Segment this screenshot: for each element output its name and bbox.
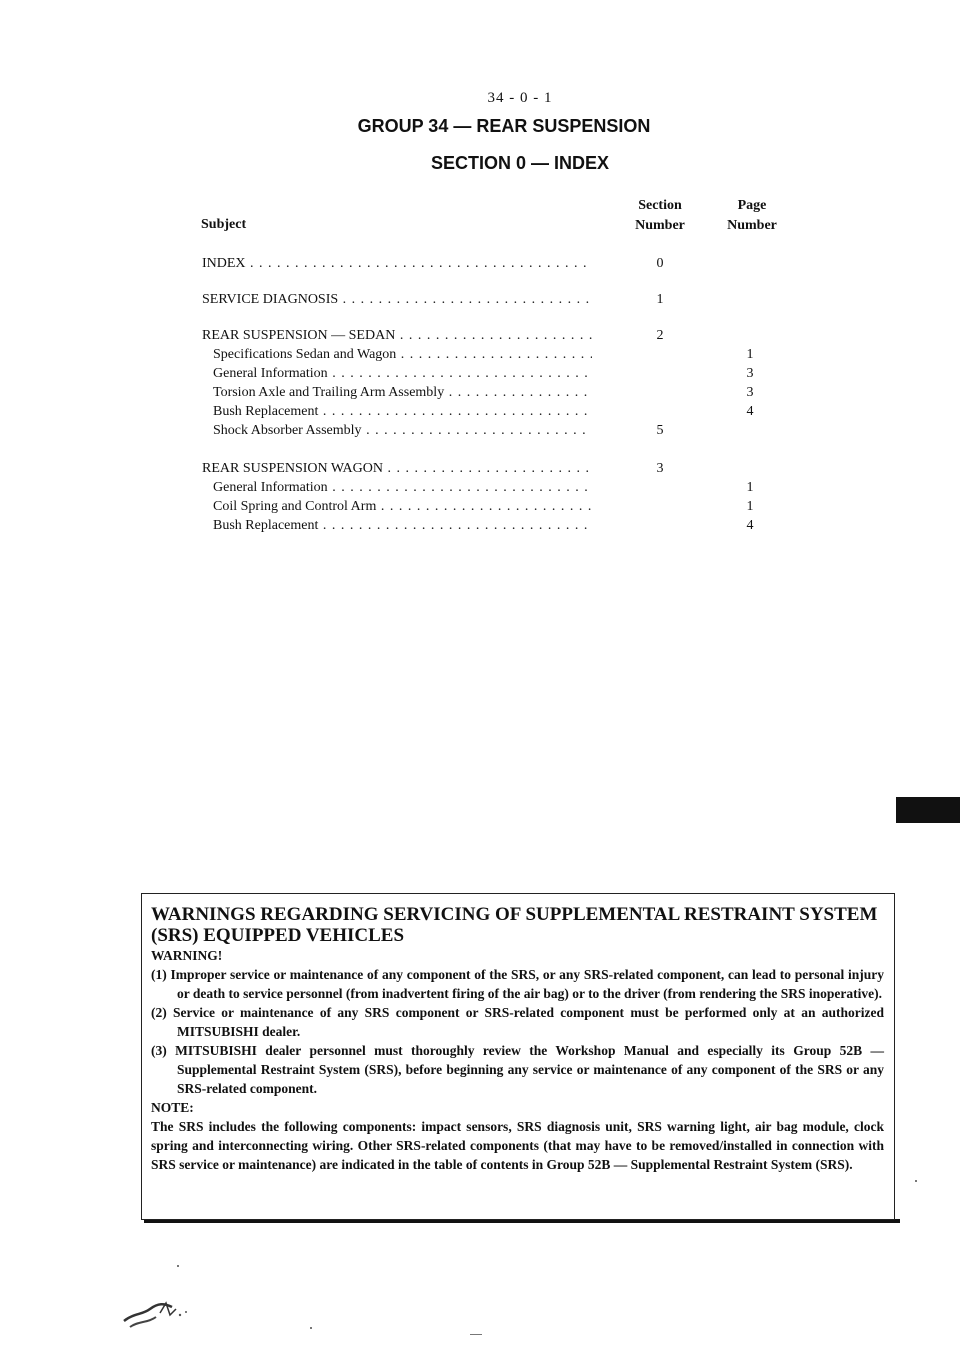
warning-label: WARNING! bbox=[151, 948, 223, 963]
warning-title: WARNINGS REGARDING SERVICING OF SUPPLEMENTAL RESTRAINT SYSTEM (SRS) EQUIPPED VEHICLES bbox=[151, 904, 878, 946]
scan-smudge bbox=[120, 1285, 200, 1335]
toc-page: 1 bbox=[746, 480, 754, 495]
toc-label: Specifications Sedan and Wagon . . . bbox=[213, 346, 592, 364]
toc-page: 3 bbox=[746, 366, 754, 381]
toc-label: Shock Absorber Assembly . . . bbox=[213, 422, 592, 440]
toc-label: Bush Replacement . . . bbox=[213, 403, 592, 421]
toc-section: 0 bbox=[656, 256, 664, 271]
toc-page: 3 bbox=[746, 385, 754, 400]
warning-item: (1) Improper service or maintenance of any component of the SRS, or any SRS-related component, can lead to personal injury or death to service personnel (from inadvertent firing of the air bag) or to the driver (from rendering the SRS inoperative). bbox=[151, 967, 884, 1001]
toc-label: Torsion Axle and Trailing Arm Assembly . . . bbox=[213, 384, 592, 402]
srs-warning-box bbox=[141, 893, 895, 1220]
toc-page: 4 bbox=[746, 404, 754, 419]
scan-speck bbox=[470, 1334, 482, 1335]
note-text: The SRS includes the following components: impact sensors, SRS diagnosis unit, SRS warning light, air bag module, clock spring and interconnecting wiring. Other SRS-related components (that may have to be removed/installed in connection with SRS service or maintenance) are indicated in the table of contents in Group 52B — Supplemental Restraint System (SRS). bbox=[151, 1119, 884, 1172]
toc-section: 1 bbox=[656, 292, 664, 307]
column-header-page-line2: Number bbox=[727, 218, 777, 233]
toc-label: INDEX . . . bbox=[202, 255, 592, 273]
section-title: SECTION 0 — INDEX bbox=[430, 153, 610, 173]
warning-item: (2) Service or maintenance of any SRS component or SRS-related component must be performed only at an authorized MITSUBISHI dealer. bbox=[151, 1005, 884, 1039]
column-header-subject: Subject bbox=[201, 217, 247, 232]
column-header-section bbox=[620, 196, 700, 236]
toc-label: Coil Spring and Control Arm . . . bbox=[213, 498, 592, 516]
column-header-section-line2: Number bbox=[635, 218, 685, 233]
toc-label: General Information . . . bbox=[213, 365, 592, 383]
section-tab-marker bbox=[896, 797, 960, 823]
column-header-section-line1: Section bbox=[638, 198, 682, 213]
column-header-page bbox=[712, 196, 792, 236]
note-label: NOTE: bbox=[151, 1100, 194, 1115]
toc-page: 1 bbox=[746, 347, 754, 362]
group-title: GROUP 34 — REAR SUSPENSION bbox=[357, 116, 651, 136]
toc-page: 4 bbox=[746, 518, 754, 533]
scan-speck bbox=[915, 1180, 917, 1182]
toc-section: 2 bbox=[656, 328, 664, 343]
warning-item: (3) MITSUBISHI dealer personnel must thoroughly review the Workshop Manual and especially its Group 52B — Supplemental Restraint System (SRS), before beginning any service or maintenance of any component of the SRS or any SRS-related component. bbox=[151, 1043, 884, 1096]
page-number: 34 - 0 - 1 bbox=[487, 90, 553, 106]
toc-label: SERVICE DIAGNOSIS . . . bbox=[202, 291, 592, 309]
warning-body bbox=[151, 946, 884, 1174]
toc-section: 3 bbox=[656, 461, 664, 476]
toc-label: REAR SUSPENSION WAGON . . . bbox=[202, 460, 592, 478]
toc-page: 1 bbox=[746, 499, 754, 514]
toc-label: Bush Replacement . . . bbox=[213, 517, 592, 535]
scan-speck bbox=[177, 1265, 179, 1267]
toc-label: REAR SUSPENSION — SEDAN . . . bbox=[202, 327, 592, 345]
scan-speck bbox=[310, 1327, 312, 1329]
toc-label: General Information . . . bbox=[213, 479, 592, 497]
column-header-page-line1: Page bbox=[737, 198, 767, 213]
toc-section: 5 bbox=[656, 423, 664, 438]
